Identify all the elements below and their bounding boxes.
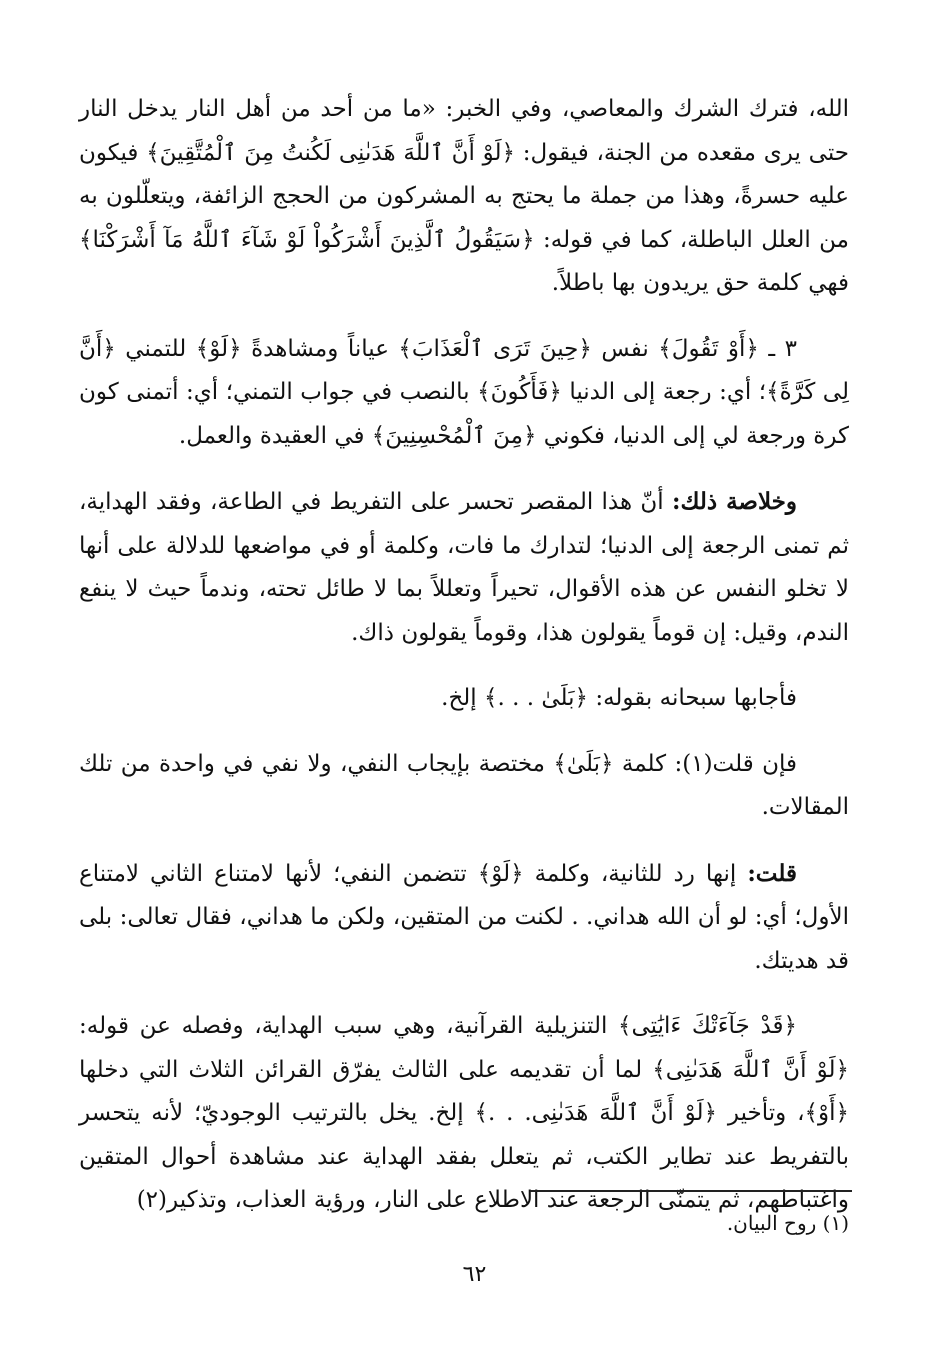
footnote-text: (١) روح البيان. bbox=[726, 1211, 849, 1235]
paragraph-2 bbox=[79, 328, 849, 459]
paragraph-4-text: فأجابها سبحانه بقوله: ﴿بَلَىٰ . . .﴾ إلخ. bbox=[441, 685, 797, 711]
paragraph-5 bbox=[79, 743, 849, 830]
page-number bbox=[0, 1262, 949, 1287]
page-number-text: ٦٢ bbox=[462, 1262, 487, 1287]
paragraph-7-text: ﴿قَدْ جَآءَتْكَ ءَايَٰتِى﴾ التنزيلية القرآنية، وهي سبب الهداية، وفصله عن قوله: ﴿لَوْ أَنَّ ٱللَّهَ هَدَىٰنِى﴾ لما أن تقديمه على الثالث يفرّق القرائن الثلاث التي دخلها ﴿أَوْ﴾، وتأخير ﴿لَوْ أَنَّ ٱللَّهَ هَدَىٰنِى. . .﴾ إلخ. يخل بالترتيب الوجوديّ؛ لأنه يتحسر بالتفريط عند تطاير الكتب، ثم يتعلل بفقد الهداية عند مشاهدة أحوال المتقين واغتباطهم، ثم يتمنّى الرجعة عند الاطلاع على النار، ورؤية العذاب، وتذكير(٢) bbox=[79, 1013, 849, 1213]
paragraph-2-text: ٣ ـ ﴿أَوْ تَقُولَ﴾ نفس ﴿حِينَ تَرَى ٱلْعَذَابَ﴾ عياناً ومشاهدةً ﴿لَوْ﴾ للتمني ﴿أَنَّ لِى كَرَّةً﴾؛ أي: رجعة إلى الدنيا ﴿فَأَكُونَ﴾ بالنصب في جواب التمني؛ أي: أتمنى كون كرة ورجعة لي إلى الدنيا، فكوني ﴿مِنَ ٱلْمُحْسِنِينَ﴾ في العقيدة والعمل. bbox=[79, 335, 849, 449]
paragraph-6 bbox=[79, 852, 849, 984]
paragraph-5-text: فإن قلت(١): كلمة ﴿بَلَىٰ﴾ مختصة بإيجاب النفي، ولا نفي في واحدة من تلك المقالات. bbox=[79, 750, 849, 820]
footnote bbox=[79, 1207, 849, 1239]
footnote-divider bbox=[530, 1190, 852, 1192]
paragraph-4 bbox=[79, 677, 849, 721]
paragraph-3-text: أنّ هذا المقصر تحسر على التفريط في الطاعة، وفقد الهداية، ثم تمنى الرجعة إلى الدنيا؛ لتدارك ما فات، وكلمة أو في مواضعها للدلالة على أنها لا تخلو النفس عن هذه الأقوال، تحيراً وتعللاً بما لا طائل تحته، وندماً حيث لا ينفع الندم، وقيل: إن قوماً يقولون هذا، وقوماً يقولون ذاك. bbox=[79, 489, 849, 646]
paragraph-1-text: الله، فترك الشرك والمعاصي، وفي الخبر: «ما من أحد من أهل النار يدخل النار حتى يرى مقعده من الجنة، فيقول: ﴿لَوْ أَنَّ ٱللَّهَ هَدَىٰنِى لَكُنتُ مِنَ ٱلْمُتَّقِينَ﴾ فيكون عليه حسرةً، وهذا من جملة ما يحتج به المشركون من الحجج الزائفة، ويتعلّلون به من العلل الباطلة، كما في قوله: ﴿سَيَقُولُ ٱلَّذِينَ أَشْرَكُواْ لَوْ شَآءَ ٱللَّهُ مَآ أَشْرَكْنَا﴾ فهي كلمة حق يريدون بها باطلاً. bbox=[79, 96, 849, 296]
paragraph-3 bbox=[79, 480, 849, 655]
paragraph-6-lead: قلت: bbox=[747, 859, 797, 887]
page-body bbox=[79, 88, 849, 1245]
paragraph-1 bbox=[79, 88, 849, 306]
paragraph-6-text: إنها رد للثانية، وكلمة ﴿لَوْ﴾ تتضمن النفي؛ لأنها لامتناع الثاني لامتناع الأول؛ أي: لو أن الله هداني. . لكنت من المتقين، ولكن ما هداني، فقال تعالى: بلى قد هديتك. bbox=[79, 860, 849, 974]
paragraph-3-lead: وخلاصة ذلك: bbox=[671, 488, 797, 515]
